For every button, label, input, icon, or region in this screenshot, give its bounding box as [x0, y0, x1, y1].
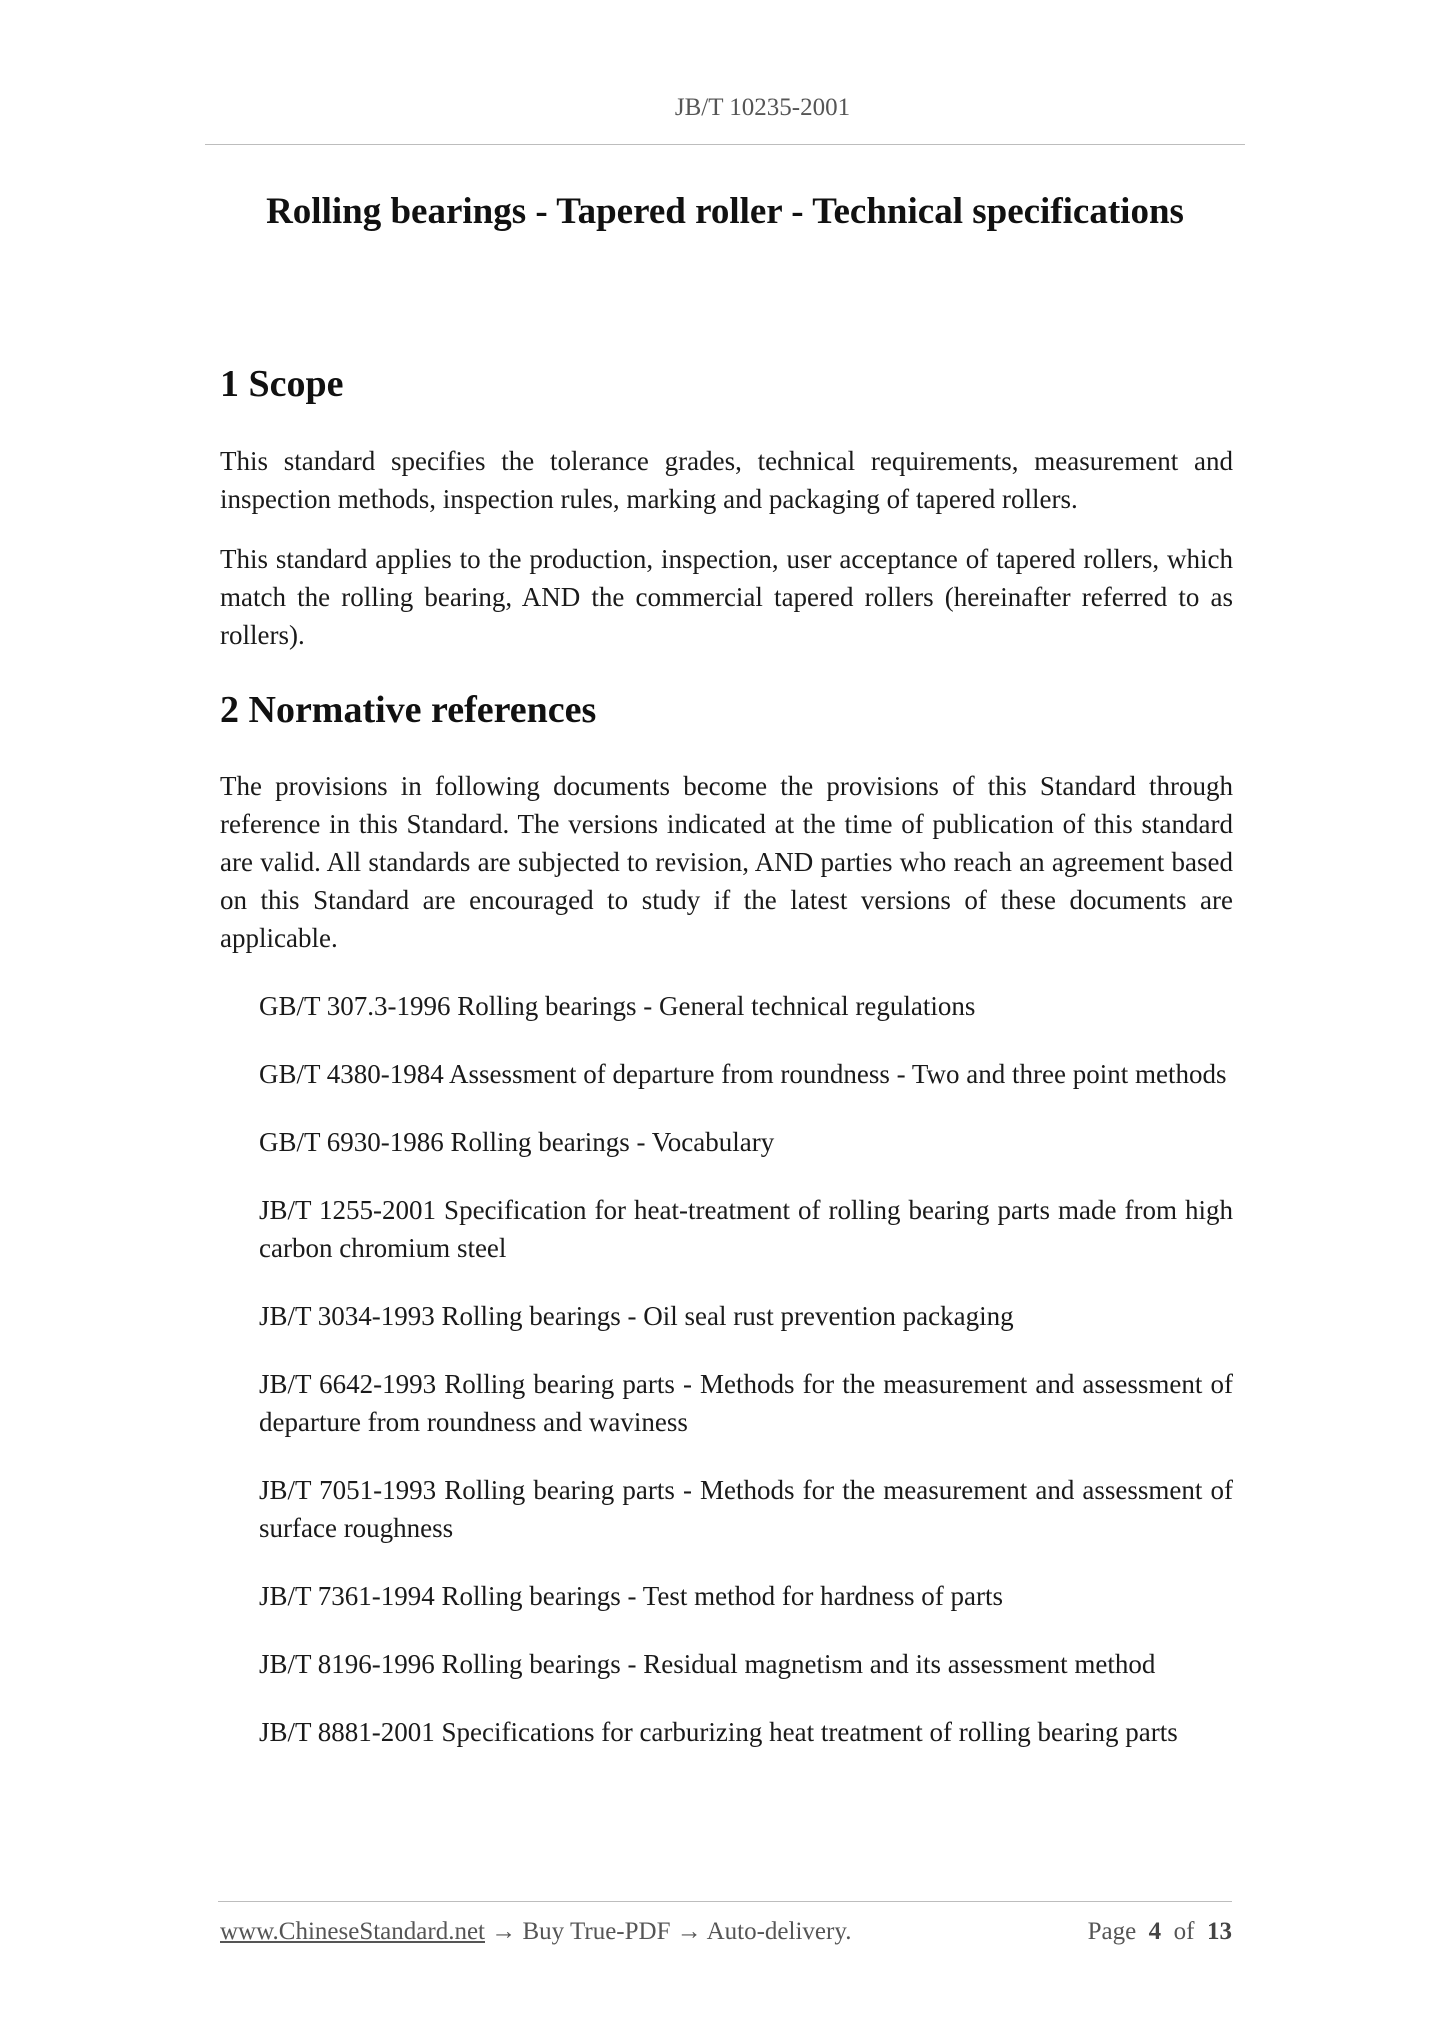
page-footer [220, 1918, 1232, 1946]
auto-delivery-text: Auto-delivery. [706, 1918, 852, 1945]
normative-intro-paragraph: The provisions in following documents become the provisions of this Standard through reference in this Standard. The versions indicated at the time of publication of this standard are valid. All standards are subjected to revision, AND parties who reach an agreement based on this Standard are encouraged to study if the latest versions of these documents are applicable. [220, 771, 1233, 954]
arrow-right-icon: → [676, 1918, 702, 1945]
reference-item: JB/T 7361-1994 Rolling bearings - Test method for hardness of parts [259, 1581, 1004, 1612]
header-divider [205, 144, 1245, 145]
page-label: Page [1087, 1918, 1137, 1945]
section-heading-normative-references: 2 Normative references [220, 688, 597, 731]
reference-item: GB/T 4380-1984 Assessment of departure from roundness - Two and three point methods [259, 1059, 1227, 1090]
site-link[interactable]: www.ChineseStandard.net [220, 1918, 485, 1945]
reference-item: GB/T 6930-1986 Rolling bearings - Vocabulary [259, 1127, 775, 1158]
reference-item: JB/T 8196-1996 Rolling bearings - Residual magnetism and its assessment method [259, 1649, 1156, 1680]
document-title: Rolling bearings - Tapered roller - Technical specifications [266, 191, 1184, 232]
reference-item: JB/T 8881-2001 Specifications for carburizing heat treatment of rolling bearing parts [259, 1717, 1178, 1748]
section-heading-scope: 1 Scope [220, 363, 344, 405]
buy-true-pdf-text: Buy True-PDF [522, 1918, 671, 1945]
reference-list [220, 987, 1233, 1751]
document-code-header [0, 94, 1445, 122]
page-current: 4 [1148, 1918, 1162, 1945]
reference-item: JB/T 1255-2001 Specification for heat-treatment of rolling bearing parts made from high carbon chromium steel [259, 1195, 1233, 1264]
reference-item: JB/T 7051-1993 Rolling bearing parts - Methods for the measurement and assessment of surface roughness [259, 1475, 1233, 1544]
page-of-label: of [1173, 1918, 1195, 1945]
footer-promo [220, 1918, 851, 1945]
page-total: 13 [1207, 1918, 1232, 1945]
reference-item: JB/T 6642-1993 Rolling bearing parts - Methods for the measurement and assessment of departure from roundness and waviness [259, 1369, 1233, 1438]
scope-paragraph-1: This standard specifies the tolerance grades, technical requirements, measurement and inspection methods, inspection rules, marking and packaging of tapered rollers. [220, 445, 1233, 514]
page-number [1088, 1918, 1232, 1946]
document-body [220, 362, 1233, 1781]
reference-item: GB/T 307.3-1996 Rolling bearings - General technical regulations [259, 991, 976, 1022]
arrow-right-icon: → [491, 1918, 517, 1945]
reference-item: JB/T 3034-1993 Rolling bearings - Oil seal rust prevention packaging [259, 1301, 1014, 1332]
scope-paragraph-2: This standard applies to the production, inspection, user acceptance of tapered rollers, which match the rolling bearing, AND the commercial tapered rollers (hereinafter referred to as rollers). [220, 543, 1233, 650]
footer-divider [218, 1901, 1232, 1902]
doc-code: JB/T 10235-2001 [674, 94, 851, 121]
